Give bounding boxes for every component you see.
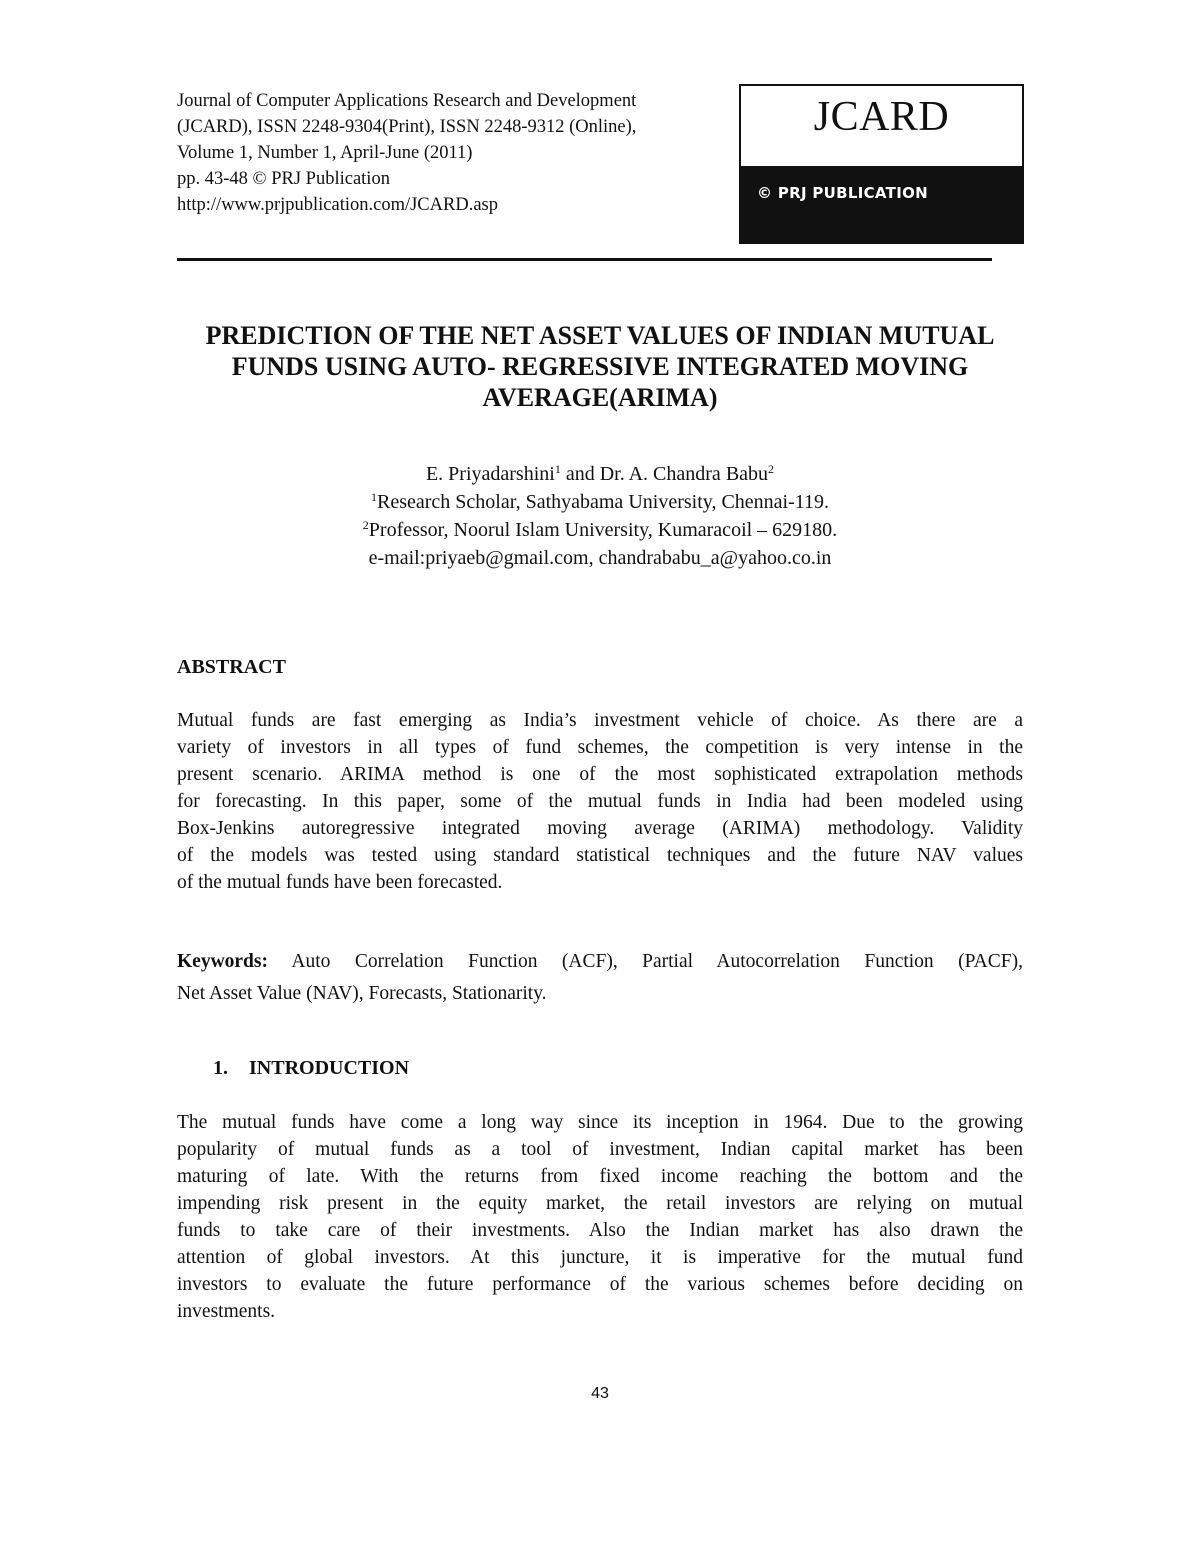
logo-subtitle: © PRJ PUBLICATION bbox=[757, 184, 928, 202]
introduction-heading bbox=[213, 1055, 409, 1081]
introduction-line: impending risk present in the equity market, the retail investors are relying on mutual bbox=[177, 1193, 1023, 1214]
introduction-line: funds to take care of their investments. Also the Indian market has also drawn the bbox=[177, 1220, 1023, 1241]
affiliation bbox=[150, 488, 1050, 516]
journal-info-line: (JCARD), ISSN 2248-9304(Print), ISSN 2248-9312 (Online), bbox=[177, 117, 637, 137]
author-superscript: 2 bbox=[768, 462, 775, 476]
affiliation-text: Research Scholar, Sathyabama University, Chennai-119. bbox=[376, 491, 830, 513]
abstract-heading: ABSTRACT bbox=[177, 656, 286, 678]
abstract-line: of the models was tested using standard statistical techniques and the future NAV values bbox=[177, 845, 1023, 866]
affiliation-superscript: 2 bbox=[362, 518, 369, 532]
author-conjunction: and bbox=[560, 463, 600, 485]
author-emails: e-mail:priyaeb@gmail.com, chandrababu_a@yahoo.co.in bbox=[368, 547, 832, 569]
paper-title-line: FUNDS USING AUTO- REGRESSIVE INTEGRATED MOVING bbox=[231, 352, 969, 381]
abstract-line: for forecasting. In this paper, some of the mutual funds in India had been modeled using bbox=[177, 791, 1023, 812]
journal-logo bbox=[739, 84, 1024, 244]
author-name: Dr. A. Chandra Babu bbox=[599, 463, 769, 485]
journal-info-line: Journal of Computer Applications Research and Development bbox=[177, 91, 637, 111]
abstract-line: present scenario. ARIMA method is one of the most sophisticated extrapolation methods bbox=[177, 764, 1023, 785]
author-superscript: 1 bbox=[554, 462, 561, 476]
abstract-line: Box-Jenkins autoregressive integrated moving average (ARIMA) methodology. Validity bbox=[177, 818, 1023, 839]
logo-title: JCARD bbox=[813, 94, 950, 140]
section-title: INTRODUCTION bbox=[249, 1057, 410, 1079]
section-number: 1. bbox=[213, 1057, 228, 1079]
header-divider bbox=[177, 258, 992, 261]
introduction-body bbox=[177, 1109, 1023, 1325]
introduction-line: investments. bbox=[177, 1301, 276, 1322]
keywords-line bbox=[177, 946, 1023, 978]
affiliation bbox=[150, 516, 1050, 544]
paper-title-line: AVERAGE(ARIMA) bbox=[482, 383, 718, 412]
introduction-line: maturing of late. With the returns from fixed income reaching the bottom and the bbox=[177, 1166, 1023, 1187]
journal-info bbox=[177, 88, 737, 218]
abstract-line: variety of investors in all types of fund schemes, the competition is very intense in the bbox=[177, 737, 1023, 758]
page-number: 43 bbox=[591, 1385, 609, 1402]
introduction-line: investors to evaluate the future performance of the various schemes before deciding on bbox=[177, 1274, 1023, 1295]
introduction-line: attention of global investors. At this juncture, it is imperative for the mutual fund bbox=[177, 1247, 1023, 1268]
author-names bbox=[150, 460, 1050, 488]
journal-info-line: Volume 1, Number 1, April-June (2011) bbox=[177, 143, 473, 163]
journal-url: http://www.prjpublication.com/JCARD.asp bbox=[177, 195, 498, 215]
keywords-label: Keywords: bbox=[177, 951, 268, 972]
keywords-line: Net Asset Value (NAV), Forecasts, Stationarity. bbox=[177, 983, 547, 1004]
abstract-line: Mutual funds are fast emerging as India’s investment vehicle of choice. As there are a bbox=[177, 710, 1023, 731]
paper-title bbox=[150, 320, 1050, 413]
affiliation-superscript: 1 bbox=[370, 490, 377, 504]
keywords bbox=[177, 946, 1023, 1010]
abstract-line: of the mutual funds have been forecasted. bbox=[177, 872, 503, 893]
introduction-line: The mutual funds have come a long way since its inception in 1964. Due to the growing bbox=[177, 1112, 1023, 1133]
journal-info-line: pp. 43-48 © PRJ Publication bbox=[177, 169, 390, 189]
logo-band bbox=[741, 166, 1022, 242]
introduction-line: popularity of mutual funds as a tool of investment, Indian capital market has been bbox=[177, 1139, 1023, 1160]
keywords-text: Auto Correlation Function (ACF), Partial Autocorrelation Function (PACF), bbox=[268, 951, 1023, 972]
affiliation-text: Professor, Noorul Islam University, Kumaracoil – 629180. bbox=[368, 519, 838, 541]
author-block bbox=[150, 460, 1050, 572]
abstract-body bbox=[177, 707, 1023, 896]
paper-title-line: PREDICTION OF THE NET ASSET VALUES OF INDIAN MUTUAL bbox=[205, 321, 995, 350]
author-name: E. Priyadarshini bbox=[425, 463, 555, 485]
